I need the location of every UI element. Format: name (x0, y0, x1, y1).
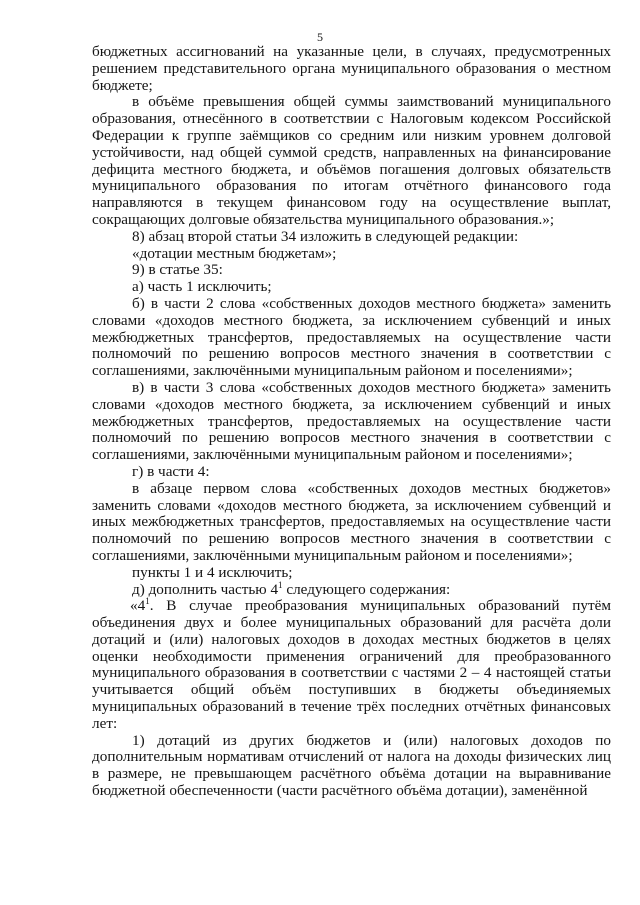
superscript: 1 (145, 596, 150, 607)
paragraph: 9) в статье 35: (132, 261, 223, 279)
paragraph (92, 579, 611, 599)
paragraph: бюджетных ассигнований на указанные цели, в случаях, предусмотренных решением представительного органа муниципального образования о местном бюджете; (92, 43, 611, 94)
text-fragment: д) дополнить частью 4 (132, 580, 279, 598)
paragraph: 8) абзац второй статьи 34 изложить в следующей редакции: (132, 227, 519, 245)
paragraph: в объёме превышения общей суммы заимствований муниципального образования, отнесённого в соответствии с Налоговым кодексом Российской Федерации к группе заёмщиков со средним или низким уровнем долговой устойчивости, над общей суммой средств, направленных на финансирование дефицита местного бюджета, и объёмов погашения долговых обязательств муниципального образования по итогам отчётного финансового года направляются в текущем финансовом году на осуществление выплат, сокращающих долговые обязательства муниципального образования.»; (92, 93, 611, 228)
paragraph: б) в части 2 слова «собственных доходов местного бюджета» заменить словами «доходов местного бюджета, за исключением субвенций и иных межбюджетных трансфертов, предоставляемых на осуществление части полномочий по решению вопросов местного значения в соответствии с соглашениями, заключёнными муниципальным районом и поселениями»; (92, 294, 611, 380)
paragraph: в) в части 3 слова «собственных доходов местного бюджета» заменить словами «доходов местного бюджета, за исключением субвенций и иных межбюджетных трансфертов, предоставляемых на осуществление части полномочий по решению вопросов местного значения в соответствии с соглашениями, заключёнными муниципальным районом и поселениями»; (92, 378, 611, 464)
paragraph: в абзаце первом слова «собственных доходов местных бюджетов» заменить словами «доходов местного бюджета, за исключением субвенций и иных межбюджетных трансфертов, предоставляемых на осуществление части полномочий по решению вопросов местного значения в соответствии с соглашениями, заключёнными муниципальным районом и поселениями»; (92, 479, 611, 564)
superscript: 1 (278, 579, 283, 590)
paragraph: а) часть 1 исключить; (132, 278, 272, 296)
paragraph: «дотации местным бюджетам»; (132, 244, 337, 262)
paragraph: 1) дотаций из других бюджетов и (или) налоговых доходов по дополнительным нормативам отчислений от налога на доходы физических лиц в размере, не превышающем расчётного объёма дотации на выравнивание бюджетной обеспеченности (части расчётного объёма дотации), заменённой (92, 731, 611, 800)
text-fragment: следующего содержания: (282, 580, 451, 598)
page-number: 5 (317, 30, 323, 44)
paragraph: г) в части 4: (132, 462, 210, 480)
paragraph (92, 598, 611, 732)
document-body (92, 44, 611, 800)
paragraph: пункты 1 и 4 исключить; (132, 563, 293, 581)
text-fragment: . В случае преобразования муниципальных образований путём объединения двух и более муниципальных образований для расчёта доли дотаций и (или) налоговых доходов в доходах местных бюджетов в целях оценки необходимости применения ограничений для преобразованного муниципального образования в соответствии с частями 2 – 4 настоящей статьи учитывается общий объём поступивших в бюджеты объединяемых муниципальных образований в течение трёх последних отчётных финансовых лет: (92, 597, 611, 732)
text-fragment: «4 (130, 597, 146, 615)
